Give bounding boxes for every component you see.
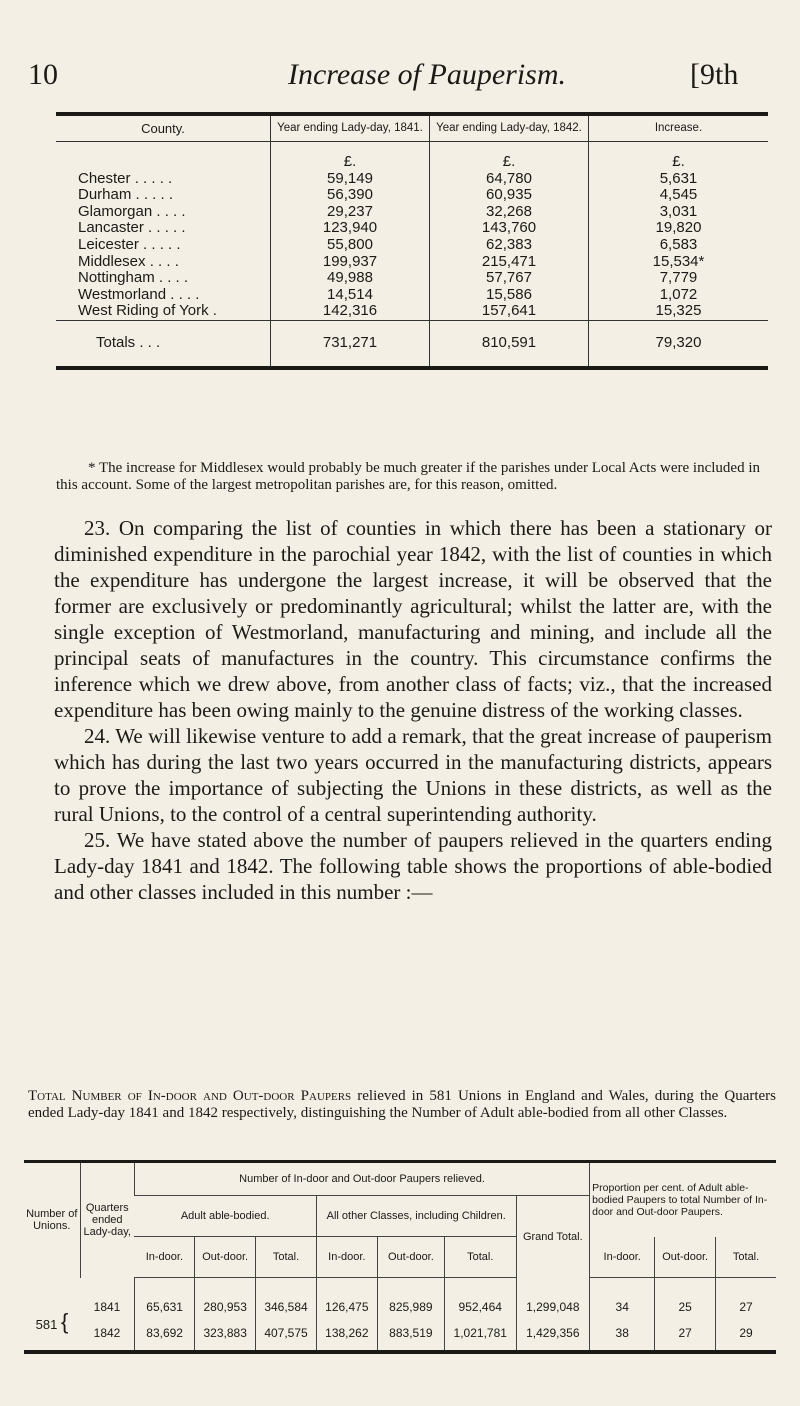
county-name: Chester . . . . . xyxy=(78,169,173,187)
header-increase: Increase. xyxy=(589,114,769,142)
value-increase: 4,545 xyxy=(589,187,769,204)
county-name: Durham . . . . . xyxy=(78,186,174,204)
other-out-door: 825,989 xyxy=(377,1278,444,1321)
prop-total: 27 xyxy=(716,1278,776,1321)
value-1842: 157,641 xyxy=(430,303,589,320)
header-adult-total: Total. xyxy=(256,1237,317,1278)
county-expenditure-table xyxy=(56,112,768,370)
total-1841: 731,271 xyxy=(271,320,430,367)
paupers-table xyxy=(24,1160,776,1354)
unit-row xyxy=(56,142,768,171)
totals-row xyxy=(56,320,768,367)
county-name: Middlesex . . . . xyxy=(78,252,179,270)
quarter-year: 1841 xyxy=(93,1299,121,1314)
county-name: Nottingham . . . . xyxy=(78,269,189,287)
value-1842: 60,935 xyxy=(430,187,589,204)
header-other-out-door: Out-door. xyxy=(377,1237,444,1278)
table-row xyxy=(56,204,768,221)
page-number: 10 xyxy=(28,58,58,91)
header-all-other-classes: All other Classes, including Children. xyxy=(316,1196,516,1237)
adult-in-door: 83,692 xyxy=(134,1320,194,1352)
table-row xyxy=(56,254,768,271)
table-row xyxy=(56,270,768,287)
total-increase: 79,320 xyxy=(589,320,769,367)
value-1842: 62,383 xyxy=(430,237,589,254)
county-name: Glamorgan . . . . xyxy=(78,202,186,220)
header-prop-out-door: Out-door. xyxy=(655,1237,716,1278)
unions-value: 581 xyxy=(35,1316,58,1332)
header-proportion: Proportion per cent. of Adult able-bodied Paupers to total Number of In-door and Out-door Paupers. xyxy=(590,1162,776,1237)
header-number-relieved: Number of In-door and Out-door Paupers relieved. xyxy=(134,1162,589,1196)
brace-glyph: { xyxy=(61,1308,69,1334)
prop-out-door: 25 xyxy=(655,1278,716,1321)
unit-label: £. xyxy=(271,142,430,171)
footnote: * The increase for Middlesex would probably be much greater if the parishes under Local Acts were included in this account. Some of the largest metropolitan parishes are, for this reason, omitted. xyxy=(56,460,760,493)
value-increase: 3,031 xyxy=(589,204,769,221)
grand-total: 1,299,048 xyxy=(516,1278,590,1321)
header-adult-in-door: In-door. xyxy=(134,1237,194,1278)
county-name: Westmorland . . . . xyxy=(78,285,200,303)
value-increase: 6,583 xyxy=(589,237,769,254)
value-1841: 123,940 xyxy=(271,220,430,237)
header-adult-out-door: Out-door. xyxy=(195,1237,256,1278)
header-year-1842: Year ending Lady-day, 1842. xyxy=(430,114,589,142)
caption-lead: Total Number of In-door and Out-door Paupers xyxy=(28,1088,352,1104)
value-1842: 15,586 xyxy=(430,287,589,304)
value-1841: 142,316 xyxy=(271,303,430,320)
quarter-year: 1842 xyxy=(80,1320,134,1352)
value-1842: 215,471 xyxy=(430,254,589,271)
table-row xyxy=(56,287,768,304)
unions-count xyxy=(24,1278,80,1353)
unit-label: £. xyxy=(430,142,589,171)
table-row xyxy=(56,171,768,188)
value-increase: 15,534* xyxy=(589,254,769,271)
county-name: Leicester . . . . . xyxy=(78,235,181,253)
value-1842: 32,268 xyxy=(430,204,589,221)
header-other-total: Total. xyxy=(444,1237,516,1278)
paragraph-23: 23. On comparing the list of counties in which there has been a stationary or diminished expenditure in the parochial year 1842, with the list of counties in which the expenditure has undergone the largest increase, it will be observed that the former are exclusively or predominantly agricultural; whilst the latter are, with the single exception of Westmorland, manufacturing and mining, and include all the principal seats of manufactures in the country. This circumstance confirms the inference which we drew above, from another class of facts; viz., that the increased expenditure has been owing mainly to the genuine distress of the working classes. xyxy=(54,516,772,722)
table-row xyxy=(56,187,768,204)
other-in-door: 138,262 xyxy=(316,1320,377,1352)
running-title: Increase of Pauperism. xyxy=(288,58,566,91)
value-increase: 1,072 xyxy=(589,287,769,304)
adult-in-door: 65,631 xyxy=(134,1278,194,1321)
table-caption xyxy=(28,1088,776,1122)
header-grand-total: Grand Total. xyxy=(516,1196,590,1278)
other-out-door: 883,519 xyxy=(377,1320,444,1352)
caption-rest: relieved in 581 Unions in England and Wales, during the Quarters ended Lady-day 1841 and 1842 respectively, distinguishing the Number of Adult able-bodied from all other Classes. xyxy=(28,1088,777,1121)
value-increase: 5,631 xyxy=(589,171,769,188)
header-quarters-ended: Quarters ended Lady-day, xyxy=(80,1162,134,1278)
value-1841: 199,937 xyxy=(271,254,430,271)
header-number-of-unions: Number of Unions. xyxy=(24,1162,80,1278)
header-year-1841: Year ending Lady-day, 1841. xyxy=(271,114,430,142)
value-increase: 15,325 xyxy=(589,303,769,320)
grand-total: 1,429,356 xyxy=(516,1320,590,1352)
value-1841: 56,390 xyxy=(271,187,430,204)
header-county: County. xyxy=(56,114,271,142)
prop-in-door: 38 xyxy=(590,1320,655,1352)
other-in-door: 126,475 xyxy=(316,1278,377,1321)
value-1841: 29,237 xyxy=(271,204,430,221)
table-row-1841 xyxy=(24,1278,776,1321)
prop-in-door: 34 xyxy=(590,1278,655,1321)
paragraph-24: 24. We will likewise venture to add a remark, that the great increase of pauperism which has during the last two years occurred in the manufacturing districts, appears to prove the importance of subjecting the Unions in these districts, as well as the rural Unions, to the control of a central superintending authority. xyxy=(54,724,772,826)
total-1842: 810,591 xyxy=(430,320,589,367)
totals-label: Totals . . . xyxy=(56,320,271,367)
adult-out-door: 280,953 xyxy=(195,1278,256,1321)
value-1842: 64,780 xyxy=(430,171,589,188)
header-prop-total: Total. xyxy=(716,1237,776,1278)
adult-out-door: 323,883 xyxy=(195,1320,256,1352)
prop-out-door: 27 xyxy=(655,1320,716,1352)
other-total: 952,464 xyxy=(444,1278,516,1321)
value-1841: 55,800 xyxy=(271,237,430,254)
header-prop-in-door: In-door. xyxy=(590,1237,655,1278)
unit-label: £. xyxy=(589,142,769,171)
prop-total: 29 xyxy=(716,1320,776,1352)
header-other-in-door: In-door. xyxy=(316,1237,377,1278)
table-row-1842 xyxy=(24,1320,776,1352)
value-1841: 59,149 xyxy=(271,171,430,188)
value-increase: 19,820 xyxy=(589,220,769,237)
table-row xyxy=(56,237,768,254)
value-1842: 143,760 xyxy=(430,220,589,237)
value-increase: 7,779 xyxy=(589,270,769,287)
value-1842: 57,767 xyxy=(430,270,589,287)
header-adult-able-bodied: Adult able-bodied. xyxy=(134,1196,316,1237)
county-name: Lancaster . . . . . xyxy=(78,219,186,237)
adult-total: 346,584 xyxy=(256,1278,317,1321)
table-row xyxy=(56,220,768,237)
value-1841: 49,988 xyxy=(271,270,430,287)
paragraph-25: 25. We have stated above the number of paupers relieved in the quarters ending Lady-day 1841 and 1842. The following table shows the proportions of able-bodied and other classes included in this number :— xyxy=(54,828,772,904)
value-1841: 14,514 xyxy=(271,287,430,304)
section-mark: [9th xyxy=(690,58,739,91)
body-text xyxy=(54,515,772,905)
table-row xyxy=(56,303,768,320)
adult-total: 407,575 xyxy=(256,1320,317,1352)
county-name: West Riding of York . xyxy=(78,302,217,320)
other-total: 1,021,781 xyxy=(444,1320,516,1352)
